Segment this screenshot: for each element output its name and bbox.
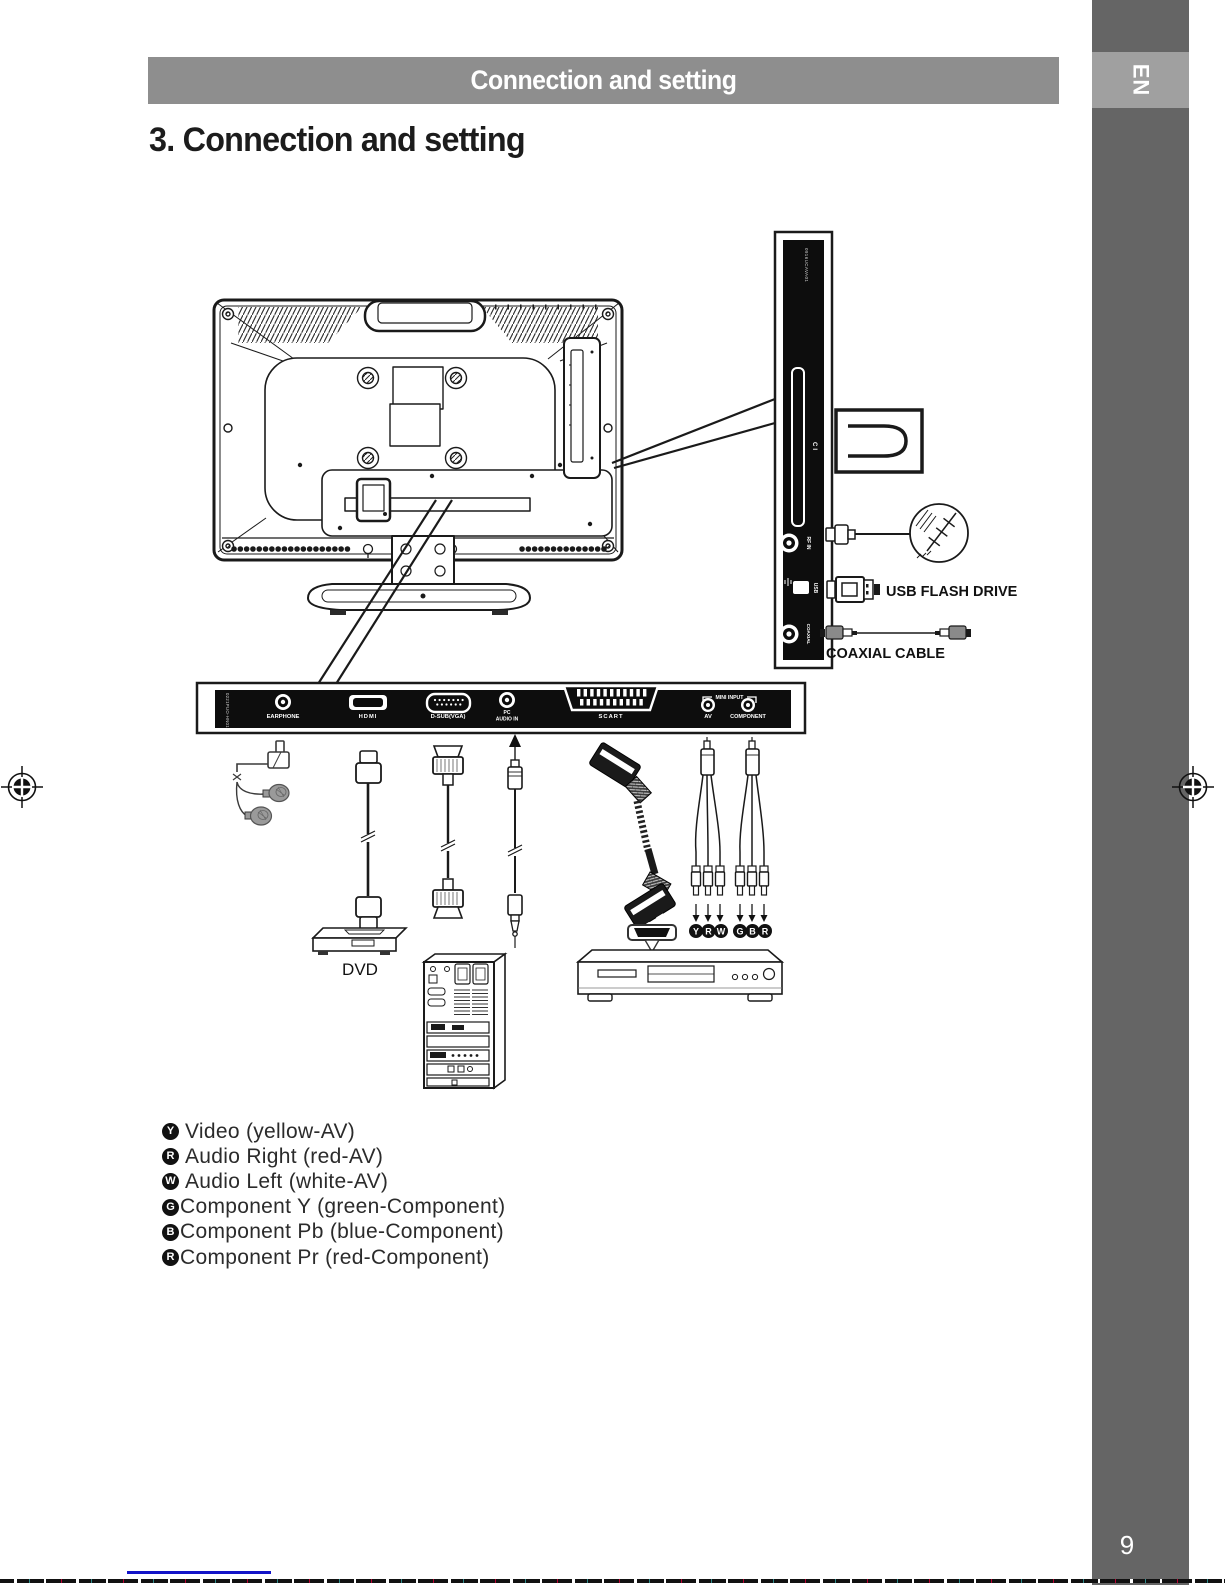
registration-mark-right — [1171, 765, 1215, 809]
coaxial-cable-icon — [820, 626, 971, 639]
audio-cable — [508, 734, 522, 948]
component-port-label: COMPONENT — [730, 714, 766, 720]
earbud-right — [245, 807, 272, 825]
antenna-icon — [910, 504, 968, 562]
language-tab-label: EN — [1128, 63, 1154, 97]
down-arrows — [737, 904, 768, 922]
page-header-title: Connection and setting — [470, 65, 737, 95]
usb-label: USB — [812, 582, 818, 594]
pc-tower-device — [424, 954, 505, 1088]
print-edge-artifact — [0, 1579, 1225, 1583]
legend-badge-b: B — [162, 1224, 179, 1241]
rf-in-port — [780, 534, 799, 553]
earphone-port — [275, 694, 291, 710]
tv-side-port-recess — [564, 338, 600, 478]
language-tab — [1092, 52, 1189, 108]
rf-in-label: RF IN — [805, 536, 811, 550]
earphone-port-label: EARPHONE — [266, 714, 300, 720]
badge-y: Y — [692, 926, 700, 937]
hdmi-cable — [356, 751, 381, 929]
rca-plug — [760, 866, 769, 895]
legend-text: Component Pb (blue-Component) — [180, 1220, 504, 1244]
dsub-vga-port — [427, 694, 470, 712]
badge-r-component: R — [761, 926, 769, 937]
legend-item — [162, 1195, 505, 1220]
legend-item — [162, 1220, 505, 1245]
pc-audio-in-port — [499, 692, 515, 708]
rca-plug — [692, 866, 701, 895]
coaxial-cable-label: COAXIAL CABLE — [826, 646, 945, 662]
scart-port-label: SCART — [598, 714, 624, 720]
bottom-panel-code: 0221PUO-HN01 — [225, 693, 230, 728]
connection-diagram — [0, 225, 1060, 1105]
usb-flash-drive-icon — [827, 581, 835, 598]
legend-text: Audio Left (white-AV) — [185, 1169, 389, 1193]
legend-text: Audio Right (red-AV) — [185, 1144, 384, 1168]
scart-socket — [628, 925, 676, 940]
earbud-left — [263, 785, 289, 802]
connector-legend — [162, 1119, 505, 1270]
dvd-label: DVD — [342, 960, 378, 979]
section-heading: 3. Connection and setting — [149, 121, 525, 159]
tv-side-panel — [775, 232, 832, 668]
coaxial-label: COAXIAL — [806, 623, 811, 645]
rf-antenna-callout — [826, 504, 968, 562]
usb-flash-drive-label: USB FLASH DRIVE — [886, 584, 1018, 600]
rca-plug — [748, 866, 757, 895]
ci-card-callout — [836, 410, 922, 472]
rca-plug — [704, 866, 713, 895]
component-rca-cable — [733, 737, 772, 938]
mini-input-label: MINI INPUT — [715, 695, 744, 701]
badge-b: B — [749, 926, 756, 937]
badge-g: G — [736, 926, 744, 937]
down-arrows — [693, 904, 724, 922]
legend-text: Component Y (green-Component) — [180, 1195, 506, 1219]
legend-item — [162, 1119, 505, 1144]
badge-w: W — [716, 926, 726, 937]
vga-cable — [433, 746, 463, 918]
page-header-bar — [148, 57, 1059, 104]
usb-flash-drive-callout — [827, 577, 1018, 602]
hdmi-port — [349, 695, 387, 710]
av-port-label: AV — [704, 714, 712, 720]
side-panel-code: 0916UCAVA01 — [804, 248, 809, 283]
earphone-cable — [233, 741, 289, 825]
pc-audio-in-label-line2: AUDIO IN — [495, 716, 519, 723]
tv-bottom-panel — [197, 683, 805, 733]
legend-badge-r2: R — [162, 1249, 179, 1266]
scart-port — [564, 686, 658, 710]
hdmi-port-label: HDMI — [358, 714, 378, 720]
coaxial-port — [780, 625, 799, 644]
legend-text: Video (yellow-AV) — [185, 1119, 356, 1143]
tv-handle — [365, 301, 485, 331]
legend-badge-r: R — [162, 1148, 179, 1165]
dsub-vga-port-label: D-SUB(VGA) — [430, 714, 466, 720]
ci-slot-label: CI — [811, 442, 817, 452]
page-number: 9 — [1119, 1529, 1135, 1560]
av-port — [701, 698, 715, 712]
scart-cable — [589, 737, 679, 952]
component-port — [741, 698, 755, 712]
print-accent-line — [127, 1571, 271, 1574]
pc-audio-in-label-line1: PC — [503, 710, 511, 716]
legend-item — [162, 1169, 505, 1194]
tv-back-view — [214, 300, 775, 684]
rca-plug — [736, 866, 745, 895]
coaxial-cable-callout — [820, 626, 971, 662]
legend-badge-g: G — [162, 1199, 179, 1216]
legend-text: Component Pr (red-Component) — [180, 1245, 490, 1269]
power-inlet — [357, 479, 390, 521]
badge-r-av: R — [705, 926, 712, 937]
dvd-player-device — [578, 950, 782, 1001]
rca-plug — [716, 866, 725, 895]
legend-badge-y: Y — [162, 1123, 179, 1140]
dvd-device — [313, 928, 406, 979]
legend-item — [162, 1144, 505, 1169]
legend-item — [162, 1245, 505, 1270]
legend-badge-w: W — [162, 1173, 179, 1190]
av-rca-cable — [689, 737, 728, 938]
